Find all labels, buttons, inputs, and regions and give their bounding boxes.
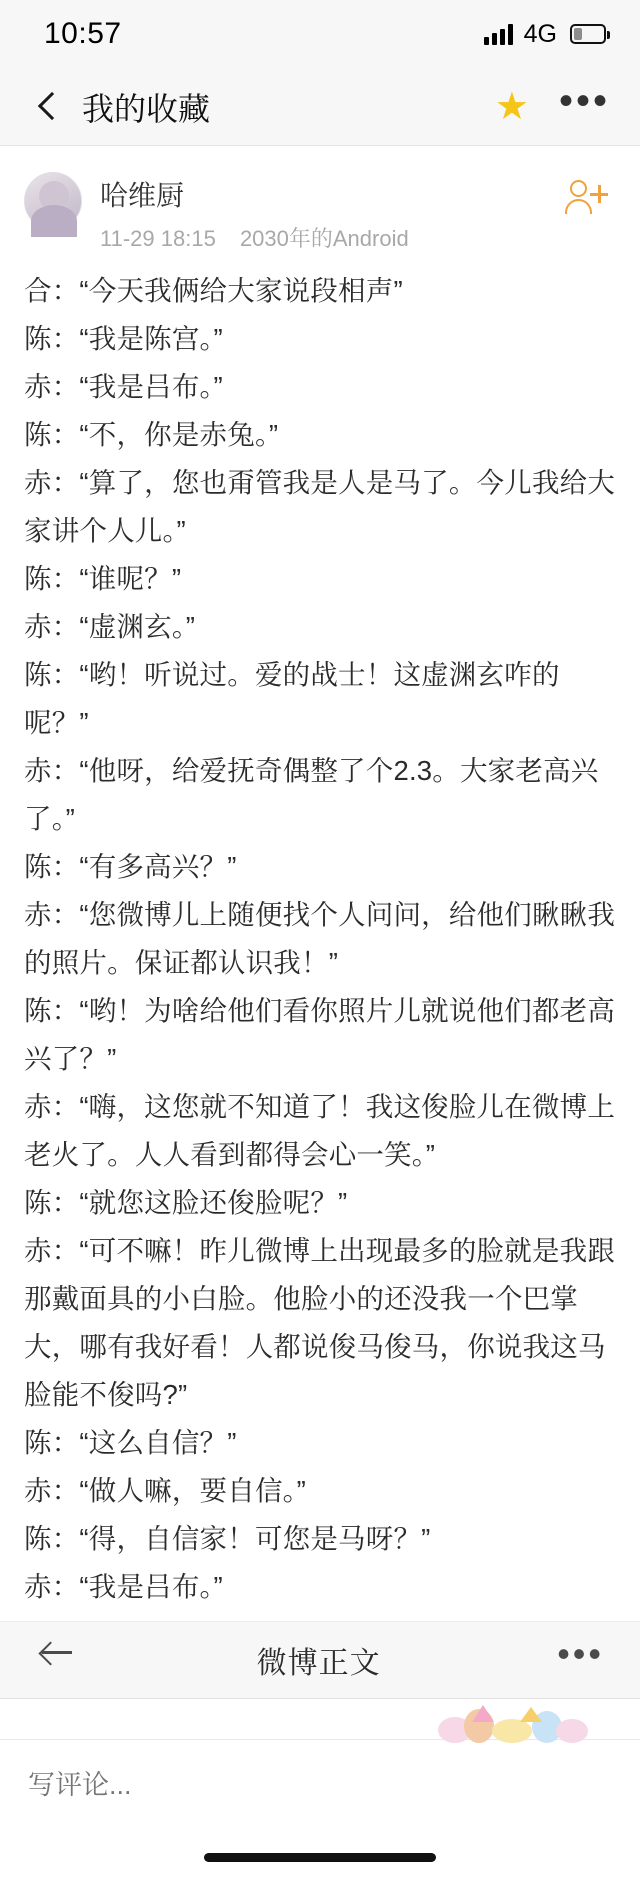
post-line: 陈：“不，你是赤兔。”: [24, 419, 279, 450]
battery-icon: [570, 24, 606, 44]
post-body: [0, 259, 640, 1611]
post-line: 陈：“就您这脸还俊脸呢？”: [24, 1187, 348, 1218]
signal-bars-icon: [484, 23, 513, 45]
page-title: 我的收藏: [82, 90, 211, 127]
post-line: 赤：“他呀，给爱抚奇偶整了个2.3。大家老高兴了。”: [24, 755, 599, 834]
post-line: 赤：“做人嘛，要自信。”: [24, 1475, 306, 1506]
post-subtitle: [100, 222, 564, 253]
post-line: 赤：“可不嘛！昨儿微博上出现最多的脸就是我跟那戴面具的小白脸。他脸小的还没我一个巴掌大，哪有我好看！人都说俊马俊马，你说我这马脸能不俊吗?”: [24, 1235, 616, 1410]
post-line: 赤：“您微博儿上随便找个人问问，给他们瞅瞅我的照片。保证都认识我！”: [24, 899, 616, 978]
avatar[interactable]: [24, 172, 82, 230]
post-line: 赤：“嗨，这您就不知道了！我这俊脸儿在微博上老火了。人人看到都得会心一笑。”: [24, 1091, 616, 1170]
decorative-confetti-icon: [438, 1705, 588, 1745]
post-source: 2030年的Android: [239, 226, 409, 251]
status-bar: [0, 0, 640, 68]
post-line: 陈：“哟！听说过。爱的战士！这虚渊玄咋的呢？”: [24, 659, 560, 738]
network-type-label: 4G: [523, 19, 557, 48]
post-line: 陈：“得，自信家！可您是马呀？”: [24, 1523, 431, 1554]
comment-bar[interactable]: [0, 1739, 640, 1831]
embedded-nav-bar: [0, 1622, 640, 1698]
add-user-icon[interactable]: [564, 176, 610, 222]
post-line: 陈：“谁呢？”: [24, 563, 182, 594]
post-line: 陈：“哟！为啥给他们看你照片儿就说他们都老高兴了？”: [24, 995, 616, 1074]
embedded-weibo-card[interactable]: [0, 1621, 640, 1739]
post-line: 赤：“虚渊玄。”: [24, 611, 196, 642]
embedded-more-icon: •••: [557, 1632, 604, 1674]
status-indicators: [484, 20, 606, 49]
post-line: 赤：“算了，您也甭管我是人是马了。今儿我给大家讲个人儿。”: [24, 467, 616, 546]
more-options-icon[interactable]: •••: [558, 78, 610, 123]
star-icon[interactable]: ★: [494, 85, 529, 128]
post-header: [0, 146, 640, 259]
post-meta: [100, 172, 564, 253]
arrow-left-icon: [36, 1638, 80, 1682]
post-line: 合：“今天我俩给大家说段相声”: [24, 275, 403, 306]
status-time: 10:57: [44, 17, 122, 50]
post-line: 赤：“我是吕布。”: [24, 371, 223, 402]
post-content-area[interactable]: [0, 146, 640, 1739]
post-line: 陈：“有多高兴？”: [24, 851, 237, 882]
comment-input[interactable]: [28, 1770, 612, 1801]
post-line: 陈：“这么自信？”: [24, 1427, 237, 1458]
post-line: 赤：“我是吕布。”: [24, 1571, 223, 1602]
embedded-title: 微博正文: [256, 1647, 381, 1680]
chevron-left-icon[interactable]: [30, 87, 70, 127]
author-name[interactable]: 哈维厨: [100, 180, 185, 211]
nav-bar: [0, 68, 640, 146]
post-date: 11-29 18:15: [100, 226, 216, 251]
post-line: 陈：“我是陈宫。”: [24, 323, 223, 354]
embedded-image-teaser: [0, 1699, 640, 1739]
home-indicator-area: [0, 1831, 640, 1883]
home-indicator[interactable]: [204, 1853, 436, 1862]
